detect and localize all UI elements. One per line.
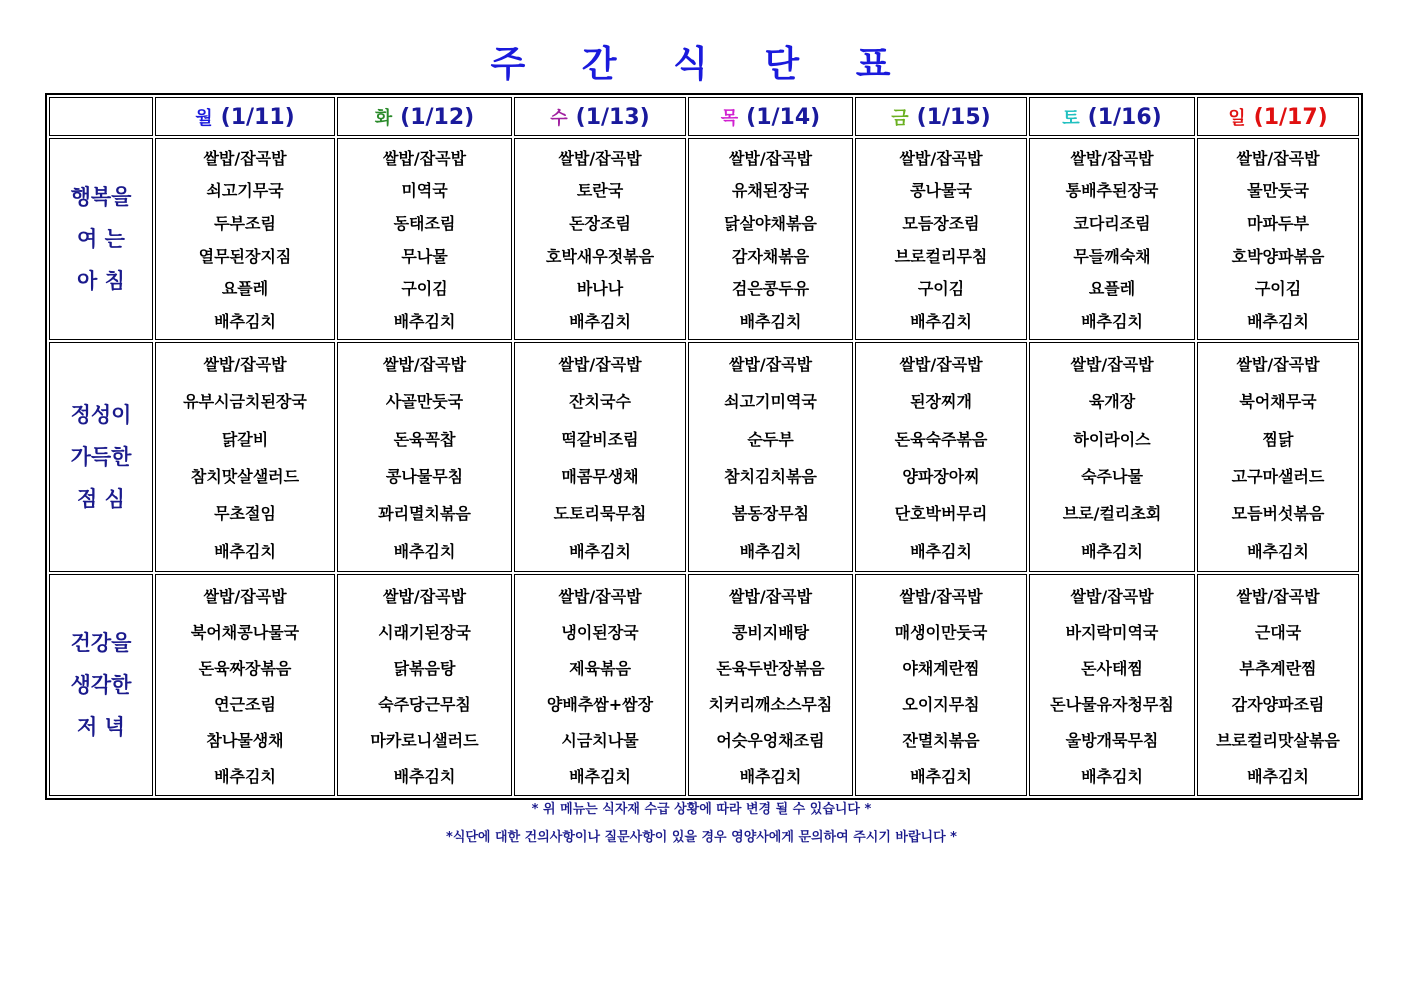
dish-item: 배추김치 (739, 312, 802, 332)
dish-item: 배추김치 (739, 766, 802, 786)
dish-item: 쌀밥/잡곡밥 (899, 148, 983, 168)
dish-item: 브로/컬리초회 (1062, 504, 1162, 524)
day-header (855, 97, 1027, 136)
dish-item: 바지락미역국 (1065, 622, 1159, 642)
dish-item: 배추김치 (214, 312, 276, 332)
dish-item: 오이지무침 (902, 694, 980, 714)
dish-item: 찜닭 (1262, 429, 1294, 449)
weekly-menu-table (45, 93, 1363, 800)
dish-item: 쌀밥/잡곡밥 (728, 355, 813, 375)
dish-item: 울방개묵무침 (1065, 730, 1159, 750)
dish-item: 쌀밥/잡곡밥 (1236, 586, 1320, 606)
dish-item: 돈나물유자청무침 (1050, 694, 1174, 714)
meal-label-line: 아 침 (77, 269, 125, 293)
lunch-row (49, 342, 1359, 572)
dish-list (156, 343, 334, 571)
dish-item: 닭살야채볶음 (724, 214, 817, 234)
menu-cell (1029, 342, 1195, 572)
dish-item: 브로컬리맛살볶음 (1216, 730, 1340, 750)
dish-list (338, 343, 511, 571)
meal-label (49, 342, 153, 572)
day-date: (1/13) (575, 104, 650, 130)
day-name: 토 (1062, 107, 1080, 129)
dish-item: 마카로니샐러드 (370, 730, 479, 750)
dish-item: 배추김치 (739, 541, 802, 561)
dish-item: 요플레 (1088, 279, 1136, 299)
menu-cell (337, 574, 512, 796)
dish-item: 배추김치 (393, 766, 456, 786)
menu-cell (1197, 342, 1359, 572)
day-header (1029, 97, 1195, 136)
day-name: 월 (195, 107, 213, 129)
dish-item: 쌀밥/잡곡밥 (558, 586, 642, 606)
dish-item: 쌀밥/잡곡밥 (203, 148, 287, 168)
day-date: (1/15) (916, 104, 991, 130)
dish-item: 구이김 (401, 279, 448, 299)
meal-label-line: 저 녁 (77, 715, 125, 739)
dish-item: 호박양파볶음 (1231, 246, 1325, 266)
dish-item: 배추김치 (1081, 312, 1143, 332)
dish-item: 열무된장지짐 (198, 246, 292, 266)
meal-label (49, 574, 153, 796)
dish-item: 쌀밥/잡곡밥 (1070, 586, 1154, 606)
day-name: 수 (550, 107, 568, 129)
dish-item: 도토리묵무침 (553, 504, 647, 524)
menu-cell (855, 574, 1027, 796)
dish-item: 마파두부 (1247, 214, 1309, 234)
dish-list (689, 343, 852, 571)
meal-label-line: 여 는 (77, 227, 125, 251)
day-date: (1/17) (1253, 104, 1328, 130)
day-name: 화 (374, 107, 393, 129)
dish-list (1030, 139, 1194, 339)
menu-cell (1197, 138, 1359, 340)
menu-cell (855, 138, 1027, 340)
dish-list (515, 575, 685, 795)
menu-cell (337, 138, 512, 340)
dish-item: 감자양파조림 (1231, 694, 1325, 714)
dish-item: 무초절임 (214, 504, 276, 524)
dish-list (338, 575, 511, 795)
dish-item: 콩나물국 (910, 181, 972, 201)
dish-item: 시래기된장국 (378, 622, 471, 642)
dish-item: 쌀밥/잡곡밥 (899, 586, 983, 606)
dish-item: 양파장아찌 (902, 467, 980, 487)
menu-cell (514, 574, 686, 796)
dish-item: 두부조림 (214, 214, 276, 234)
dish-list (689, 139, 852, 339)
corner-cell (49, 97, 153, 136)
dish-item: 쌀밥/잡곡밥 (382, 148, 467, 168)
menu-cell (688, 138, 853, 340)
dish-item: 치커리깨소스무침 (708, 694, 833, 714)
menu-cell (155, 574, 335, 796)
menu-cell (337, 342, 512, 572)
day-date: (1/11) (220, 104, 295, 130)
dish-item: 잔멸치볶음 (902, 730, 980, 750)
dish-item: 양배추쌈+쌈장 (546, 694, 654, 714)
dish-list (156, 575, 334, 795)
dish-item: 북어채무국 (1239, 392, 1317, 412)
dish-item: 하이라이스 (1073, 429, 1151, 449)
dish-item: 잔치국수 (569, 392, 631, 412)
dish-item: 어슷우엉채조림 (716, 730, 825, 750)
dish-item: 무들깨숙채 (1073, 246, 1151, 266)
meal-label-line: 정성이 (70, 403, 132, 427)
day-date: (1/16) (1087, 104, 1162, 130)
dish-item: 닭갈비 (221, 429, 269, 449)
dish-item: 매생이만둣국 (894, 622, 988, 642)
dish-item: 동태조림 (393, 214, 456, 234)
dish-item: 배추김치 (1081, 541, 1143, 561)
dish-item: 쌀밥/잡곡밥 (558, 148, 642, 168)
dish-item: 콩비지배탕 (731, 622, 810, 642)
dish-item: 배추김치 (910, 312, 972, 332)
day-header (1197, 97, 1359, 136)
dish-item: 배추김치 (910, 541, 972, 561)
day-header-row (49, 97, 1359, 136)
dish-item: 쌀밥/잡곡밥 (1070, 355, 1154, 375)
menu-cell (688, 342, 853, 572)
dish-list (515, 139, 685, 339)
menu-cell (688, 574, 853, 796)
dish-item: 무나물 (401, 246, 448, 266)
dish-list (156, 139, 334, 339)
dish-item: 미역국 (401, 181, 448, 201)
dish-item: 육개장 (1088, 392, 1136, 412)
meal-label-line: 생각한 (70, 673, 132, 697)
notice-menu-change: * 위 메뉴는 식자재 수급 상황에 따라 변경 될 수 있습니다 * (531, 802, 872, 817)
dish-item: 유부시금치된장국 (183, 392, 307, 412)
notice-contact-dietitian: *식단에 대한 건의사항이나 질문사항이 있을 경우 영양사에게 문의하여 주시기 바랍니다 * (446, 830, 957, 845)
dish-item: 쇠고기무국 (206, 181, 284, 201)
dish-item: 물만둣국 (1247, 181, 1309, 201)
dish-item: 배추김치 (1081, 766, 1143, 786)
dish-item: 참나물생채 (206, 730, 284, 750)
dish-item: 참치맛살샐러드 (190, 467, 300, 487)
dish-item: 연근조림 (214, 694, 276, 714)
dish-item: 모듬장조림 (902, 214, 980, 234)
dish-item: 부추계란찜 (1239, 658, 1317, 678)
menu-cell (155, 342, 335, 572)
dish-list (1030, 343, 1194, 571)
dish-item: 고구마샐러드 (1231, 467, 1325, 487)
dish-item: 배추김치 (569, 312, 631, 332)
page-title: 주 간 식 단 표 (490, 44, 913, 85)
dish-item: 배추김치 (393, 541, 456, 561)
dish-item: 단호박버무리 (894, 504, 988, 524)
dish-item: 검은콩두유 (731, 279, 810, 299)
dish-item: 돈사태찜 (1081, 658, 1143, 678)
dish-item: 돈육꼭찹 (393, 429, 456, 449)
day-name: 금 (891, 107, 909, 129)
dish-item: 바나나 (576, 279, 624, 299)
dish-item: 쌀밥/잡곡밥 (899, 355, 983, 375)
dish-item: 순두부 (747, 429, 794, 449)
dish-item: 쌀밥/잡곡밥 (1236, 148, 1320, 168)
dinner-row (49, 574, 1359, 796)
dish-item: 쌀밥/잡곡밥 (382, 586, 467, 606)
dish-item: 토란국 (576, 181, 624, 201)
day-header (514, 97, 686, 136)
dish-item: 쌀밥/잡곡밥 (728, 586, 813, 606)
dish-item: 쇠고기미역국 (724, 392, 817, 412)
dish-item: 호박새우젓볶음 (545, 246, 655, 266)
dish-item: 배추김치 (1247, 312, 1309, 332)
dish-item: 구이김 (1254, 279, 1302, 299)
dish-item: 감자채볶음 (731, 246, 810, 266)
breakfast-row (49, 138, 1359, 340)
meal-label-line: 가득한 (70, 445, 132, 469)
meal-label-line: 건강을 (70, 631, 132, 655)
dish-list (338, 139, 511, 339)
day-name: 일 (1228, 107, 1246, 129)
dish-item: 구이김 (917, 279, 965, 299)
dish-item: 통배추된장국 (1065, 181, 1159, 201)
dish-item: 모듬버섯볶음 (1231, 504, 1325, 524)
dish-item: 쌀밥/잡곡밥 (558, 355, 642, 375)
day-date: (1/12) (400, 104, 475, 130)
dish-item: 숙주나물 (1081, 467, 1143, 487)
dish-list (856, 343, 1026, 571)
dish-item: 쌀밥/잡곡밥 (1236, 355, 1320, 375)
dish-item: 근대국 (1254, 622, 1302, 642)
menu-cell (855, 342, 1027, 572)
menu-cell (514, 342, 686, 572)
dish-item: 콩나물무침 (385, 467, 464, 487)
dish-item: 시금치나물 (561, 730, 639, 750)
dish-item: 닭볶음탕 (393, 658, 456, 678)
dish-item: 유채된장국 (731, 181, 810, 201)
dish-item: 배추김치 (214, 766, 276, 786)
dish-item: 배추김치 (910, 766, 972, 786)
dish-item: 쌀밥/잡곡밥 (203, 586, 287, 606)
dish-item: 돈육짜장볶음 (198, 658, 292, 678)
dish-list (1198, 139, 1358, 339)
menu-cell (155, 138, 335, 340)
dish-item: 꽈리멸치볶음 (378, 504, 471, 524)
dish-item: 쌀밥/잡곡밥 (1070, 148, 1154, 168)
dish-item: 된장찌개 (910, 392, 972, 412)
meal-label-line: 점 심 (77, 487, 125, 511)
dish-item: 배추김치 (214, 541, 276, 561)
day-header (688, 97, 853, 136)
dish-item: 돈장조림 (569, 214, 631, 234)
dish-item: 돈육숙주볶음 (894, 429, 988, 449)
dish-list (515, 343, 685, 571)
dish-item: 제육볶음 (569, 658, 631, 678)
meal-label (49, 138, 153, 340)
dish-list (856, 139, 1026, 339)
day-header (337, 97, 512, 136)
dish-item: 북어채콩나물국 (190, 622, 300, 642)
dish-item: 쌀밥/잡곡밥 (728, 148, 813, 168)
dish-item: 브로컬리무침 (894, 246, 988, 266)
dish-item: 요플레 (221, 279, 269, 299)
menu-cell (1197, 574, 1359, 796)
dish-list (689, 575, 852, 795)
menu-cell (1029, 574, 1195, 796)
dish-item: 숙주당근무침 (378, 694, 471, 714)
menu-cell (514, 138, 686, 340)
dish-item: 배추김치 (569, 541, 631, 561)
dish-list (1198, 575, 1358, 795)
meal-label-line: 행복을 (70, 185, 132, 209)
dish-item: 배추김치 (1247, 541, 1309, 561)
dish-list (856, 575, 1026, 795)
dish-list (1198, 343, 1358, 571)
dish-item: 돈육두반장볶음 (716, 658, 825, 678)
dish-item: 배추김치 (1247, 766, 1309, 786)
day-name: 목 (720, 107, 739, 129)
dish-item: 쌀밥/잡곡밥 (203, 355, 287, 375)
dish-item: 떡갈비조림 (561, 429, 639, 449)
dish-item: 코다리조림 (1073, 214, 1151, 234)
dish-item: 참치김치볶음 (724, 467, 817, 487)
dish-item: 매콤무생채 (561, 467, 639, 487)
dish-item: 봄동장무침 (731, 504, 810, 524)
menu-cell (1029, 138, 1195, 340)
dish-item: 쌀밥/잡곡밥 (382, 355, 467, 375)
dish-item: 배추김치 (569, 766, 631, 786)
dish-list (1030, 575, 1194, 795)
dish-item: 배추김치 (393, 312, 456, 332)
day-header (155, 97, 335, 136)
dish-item: 사골만둣국 (385, 392, 464, 412)
dish-item: 야채계란찜 (902, 658, 980, 678)
day-date: (1/14) (746, 104, 821, 130)
dish-item: 냉이된장국 (561, 622, 639, 642)
